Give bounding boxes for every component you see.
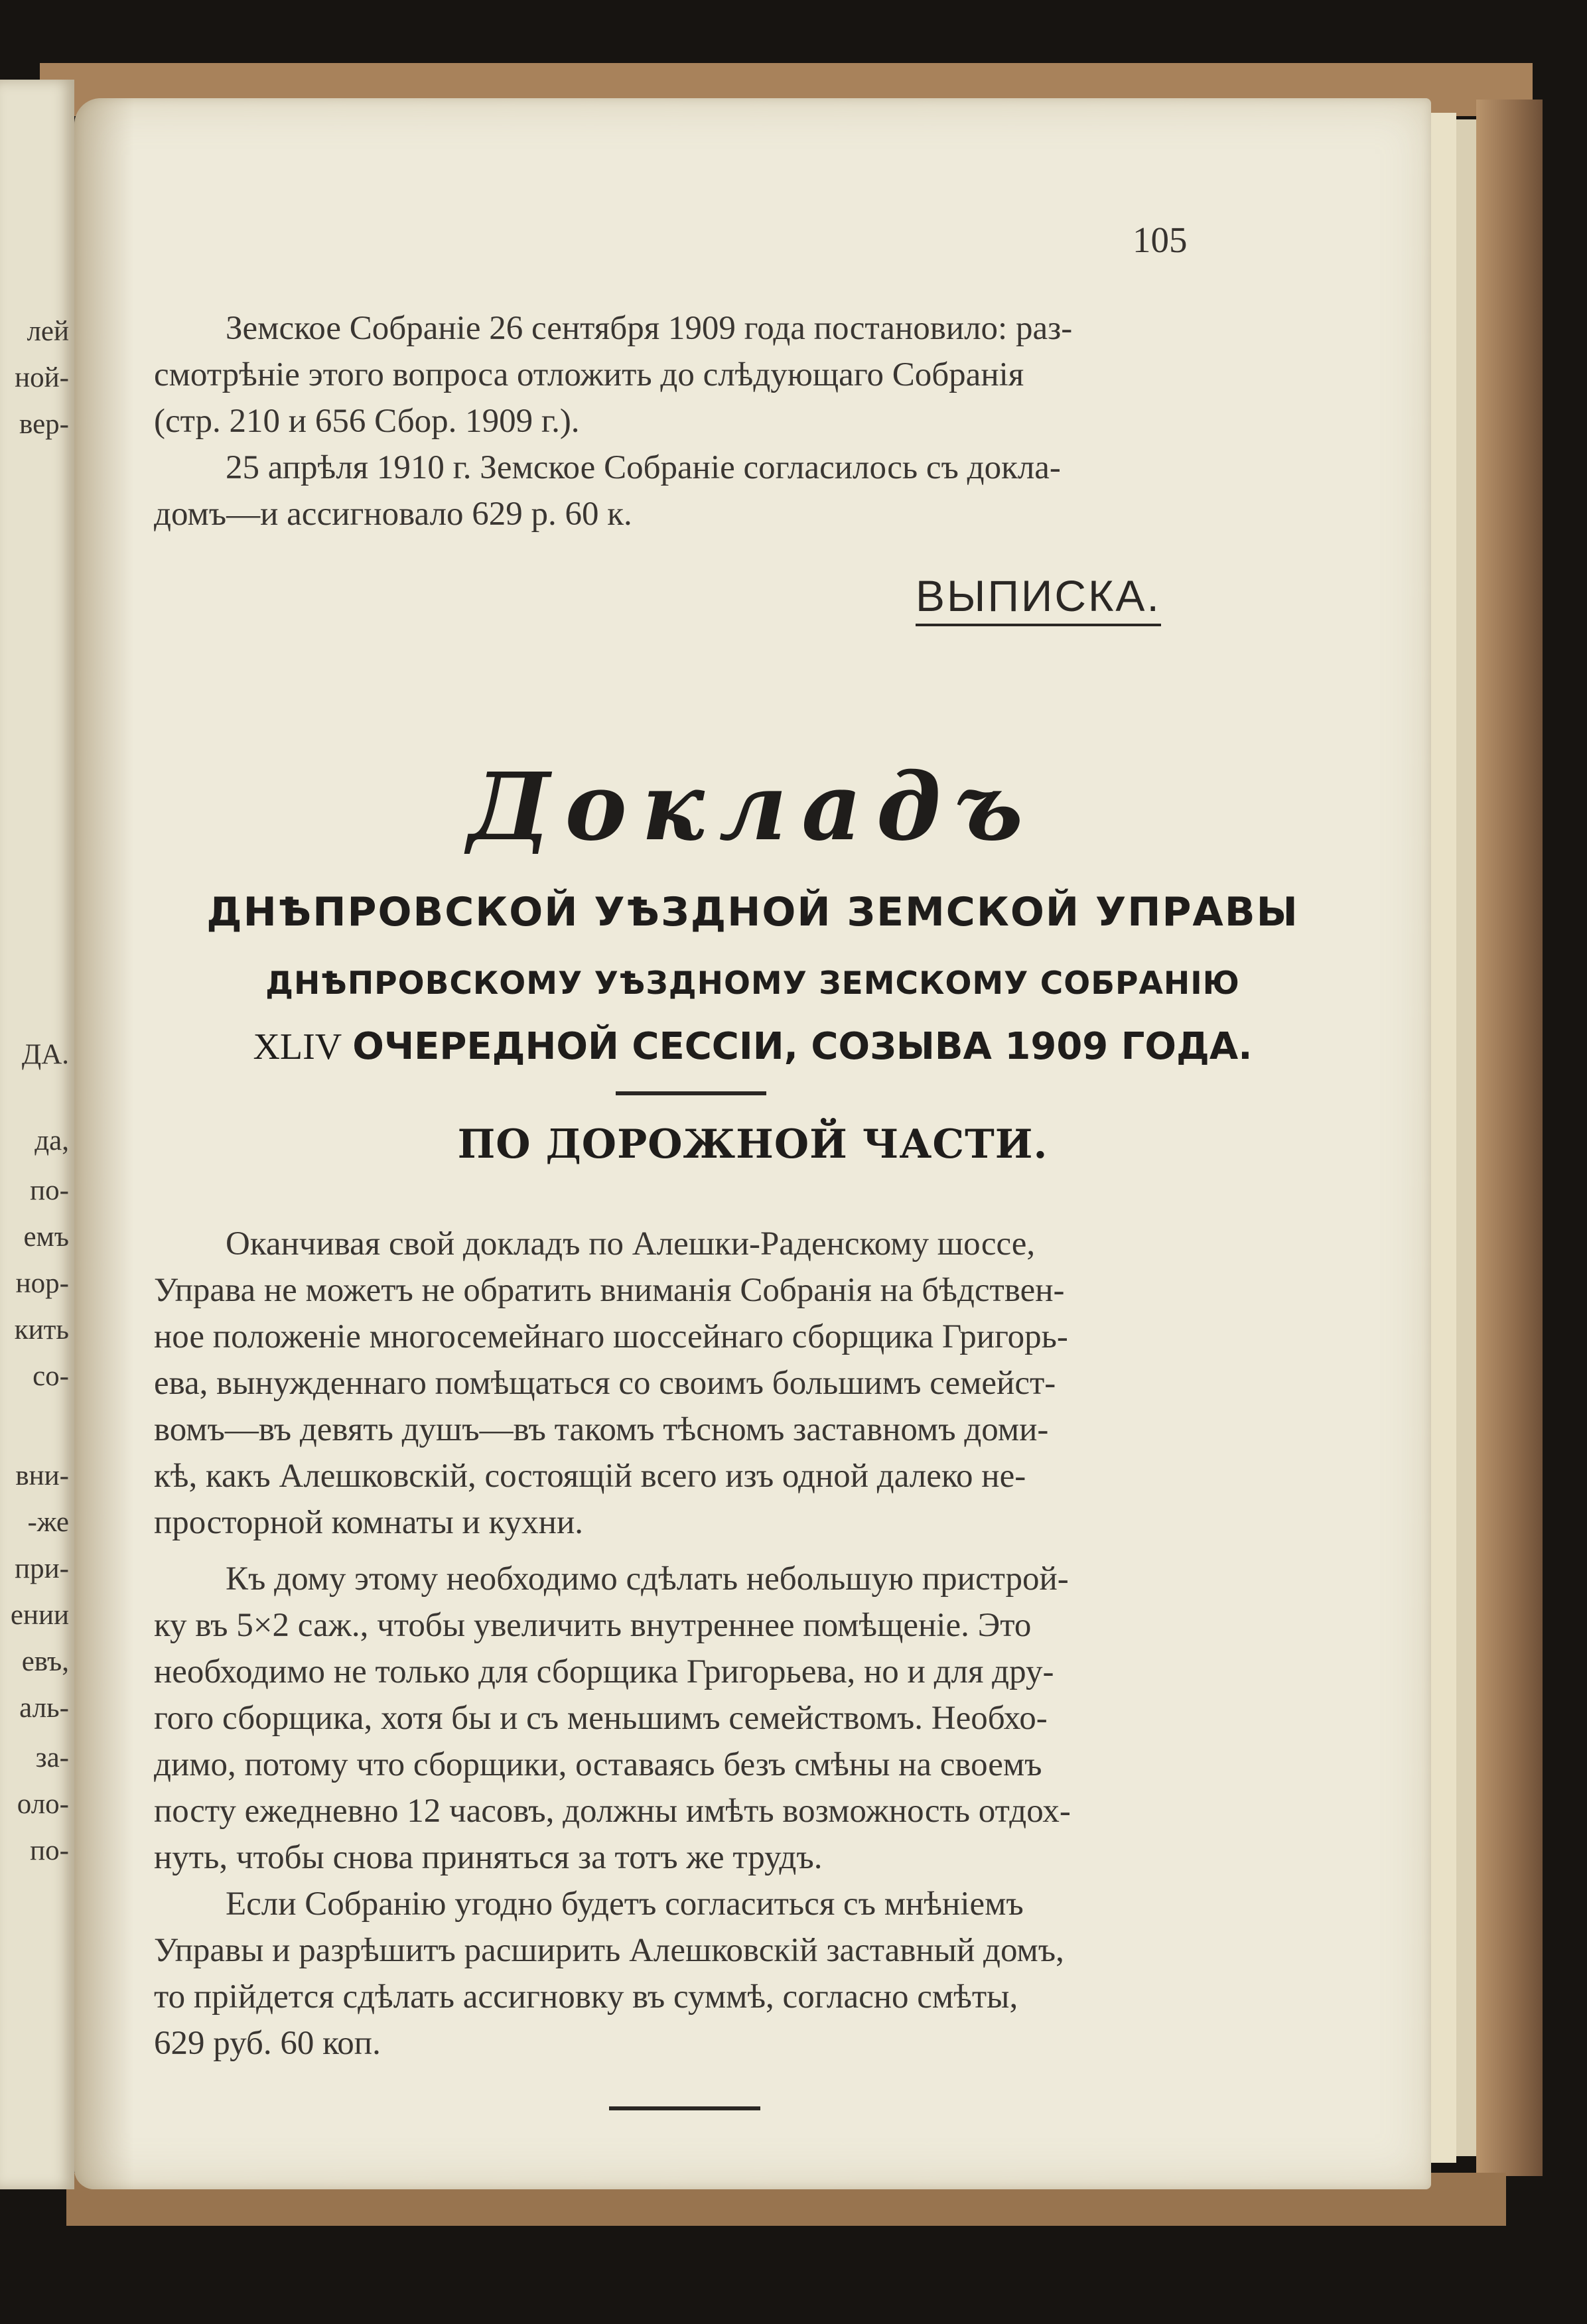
text-line: димо, потому что сборщики, оставаясь безъ смѣны на своемъ [154,1746,1042,1783]
divider-rule [616,1091,766,1095]
body-paragraph-2 [154,1556,1071,1881]
text-line: необходимо не только для сборщика Григорьева, но и для дру- [154,1653,1054,1690]
prev-page-fragment: вер- [19,409,69,440]
prev-page-fragment: емъ [23,1221,69,1253]
text-line: Управы и разрѣшитъ расширить Алешковскій заставный домъ, [154,1932,1064,1969]
text-line: (стр. 210 и 656 Сбор. 1909 г.). [154,403,580,440]
page-number: 105 [1133,220,1188,260]
text-line: то прійдется сдѣлать ассигновку въ суммѣ, согласно смѣты, [154,1978,1018,2016]
prev-page-fragment: ной- [15,362,69,393]
session-roman-numeral: XLIV [253,1026,342,1067]
text-line: просторной комнаты и кухни. [154,1504,583,1541]
text-line: посту ежедневно 12 часовъ, должны имѣть возможность отдох- [154,1793,1071,1830]
subtitle-uprava: ДНѢПРОВСКОЙ УѢЗДНОЙ ЗЕМСКОЙ УПРАВЫ [206,889,1299,935]
text-line: Къ дому этому необходимо сдѣлать небольшую пристрой- [226,1560,1069,1598]
prev-page-fragment: аль- [19,1692,69,1724]
body-paragraph-3 [154,1881,1064,2067]
text-line: Земское Собраніе 26 сентября 1909 года постановило: раз- [226,310,1073,347]
text-line: Управа не можетъ не обратить вниманія Собранія на бѣдствен- [154,1272,1065,1309]
text-line: ева, вынужденнаго помѣщаться со своимъ большимъ семейст- [154,1365,1056,1402]
text-line: гого сборщика, хотя бы и съ меньшимъ семействомъ. Необхо- [154,1700,1048,1737]
prev-page-fragment: со- [33,1361,69,1392]
page-edge-strip [1456,119,1476,2156]
prev-page-fragment: вни- [15,1460,69,1491]
body-paragraph-1 [154,1221,1068,1546]
text-line: Оканчивая свой докладъ по Алешки-Раденскому шоссе, [226,1225,1036,1263]
subtitle-sobranie: ДНѢПРОВСКОМУ УѢЗДНОМУ ЗЕМСКОМУ СОБРАНІЮ [265,965,1240,1002]
text-line: 629 руб. 60 коп. [154,2025,381,2062]
prev-page-fragment: ДА. [21,1039,69,1070]
text-line: ку въ 5×2 саж., чтобы увеличить внутреннее помѣщеніе. Это [154,1607,1032,1644]
doklad-title: Докладъ [468,753,1038,862]
previous-page-sliver [0,80,74,2189]
text-line: домъ—и ассигновало 629 р. 60 к. [154,496,632,533]
text-line: вомъ—въ девять душъ—въ такомъ тѣсномъ заставномъ доми- [154,1411,1049,1448]
prev-page-fragment: за- [35,1742,69,1773]
prev-page-fragment: ении [10,1600,69,1631]
section-heading: ПО ДОРОЖНОЙ ЧАСТИ. [457,1121,1048,1168]
prev-page-fragment: по- [30,1175,69,1206]
text-line: 25 апрѣля 1910 г. Земское Собраніе согласилось съ докла- [226,449,1061,486]
text-line: ное положеніе многосемейнаго шоссейнаго сборщика Григорь- [154,1318,1068,1355]
prev-page-fragment: при- [15,1553,69,1584]
prev-page-fragment: по- [30,1835,69,1866]
prev-page-fragment: евъ, [21,1646,69,1677]
prev-page-fragment: кить [14,1314,69,1345]
session-text: ОЧЕРЕДНОЙ СЕССІИ, СОЗЫВА 1909 ГОДА. [352,1025,1253,1068]
prev-page-fragment: да, [34,1125,69,1156]
text-line: Если Собранію угодно будетъ согласиться съ мнѣніемъ [226,1885,1024,1923]
text-line: нуть, чтобы снова приняться за тотъ же трудъ. [154,1839,823,1876]
prev-page-fragment: -же [27,1507,69,1538]
end-rule [609,2106,760,2110]
prev-page-fragment: лей [27,316,69,347]
text-line: кѣ, какъ Алешковскій, состоящій всего изъ одной далеко не- [154,1458,1026,1495]
book-cover-right-edge [1476,100,1543,2176]
extract-heading: ВЫПИСКА. [916,571,1161,626]
prev-page-fragment: нор- [15,1268,69,1299]
prev-page-fragment: оло- [17,1789,69,1820]
subtitle-session [74,1025,1431,1068]
text-line: смотрѣніе этого вопроса отложить до слѣдующаго Собранія [154,356,1024,393]
